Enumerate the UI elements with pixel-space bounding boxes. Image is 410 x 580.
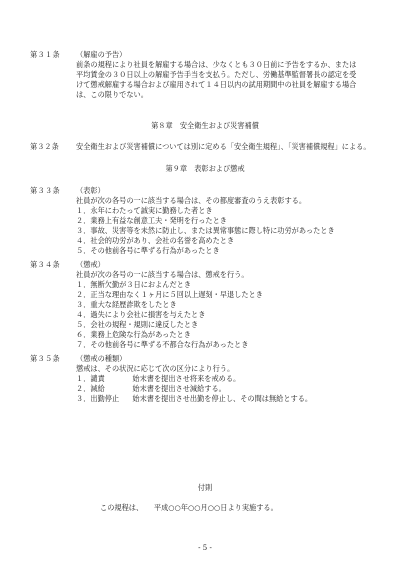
list-item (76, 394, 382, 404)
list-item: １．永年にわたって誠実に勤務した者とき (76, 206, 213, 215)
article-number: 第３４条 (30, 260, 60, 269)
supplementary-provisions-text: この規程は、 平成○○年○○月○○日より実施する。 (100, 503, 278, 512)
article-intro: 社員が次の各号の一に該当する場合は、懲戒を行う。 (76, 270, 249, 279)
list-item: １．無断欠勤が３日におよんだとき (76, 280, 192, 289)
article-title: （懲戒の種類） (76, 354, 127, 363)
article-body (76, 50, 382, 100)
article-intro: 社員が次の各号の一に該当する場合は、その都度審査のうえ表彰する。 (76, 196, 307, 205)
article-34 (30, 260, 382, 350)
article-number: 第３１条 (30, 50, 60, 59)
list-item (76, 384, 382, 394)
article-intro: 懲戒は、その状況に応じて次の区分により行う。 (76, 364, 235, 373)
list-item: ２．業務上有益な創意工夫・発明を行ったとき (76, 216, 227, 225)
article-31 (30, 50, 382, 100)
list-item: ６．業務上危険な行為があったとき (76, 330, 191, 339)
item-number: ３． (76, 394, 91, 403)
article-number: 第３５条 (30, 354, 60, 363)
item-number: ２． (76, 384, 91, 393)
article-line: 平均賃金の３０日以上の解雇予告手当を支払う。ただし、労働基準監督署長の認定を受 (76, 70, 357, 79)
supplementary-provisions-heading: 付則 (197, 483, 213, 492)
item-term: 譴責 (90, 374, 105, 383)
article-title: （解雇の予告） (76, 50, 127, 59)
article-body (76, 260, 382, 350)
list-item: ４．社会的功労があり、会社の名誉を高めたとき (76, 236, 235, 245)
page-number: - 5 - (198, 544, 212, 552)
item-description: 始末書を提出させ将来を戒める。 (132, 374, 241, 383)
item-term: 減給 (90, 384, 105, 393)
article-line: 前条の規程により社員を解雇する場合は、少なくとも３０日前に予告をするか、または (76, 60, 357, 69)
list-item: ３．重大な経歴詐欺をしたとき (76, 300, 177, 309)
article-32 (30, 142, 371, 152)
item-description: 始末書を提出させ出勤を停止し、その間は無給とする。 (132, 394, 313, 403)
article-body (76, 186, 382, 256)
article-title: （表彰） (76, 186, 105, 195)
list-item: ４．過失により会社に損害を与えたとき (76, 310, 206, 319)
article-text: 安全衛生および災害補償については別に定める「安全衛生規程」、「災害補償規程」による。 (76, 142, 371, 151)
article-number: 第３３条 (30, 186, 60, 195)
item-number: １． (76, 374, 91, 383)
item-term: 出勤停止 (90, 394, 120, 403)
list-item: ５．会社の規程・規則に違反したとき (76, 320, 199, 329)
article-35 (30, 354, 382, 404)
article-title: （懲戒） (76, 260, 105, 269)
chapter-9-heading: 第９章 表彰および懲戒 (165, 164, 245, 173)
article-line: けて懲戒解雇する場合および雇用されて１４日以内の試用期間中の社員を解雇する場合 (76, 80, 357, 89)
list-item: ５．その他前各号に準ずる行為があったとき (76, 246, 220, 255)
item-description: 始末書を提出させ減給する。 (132, 384, 226, 393)
list-item: ３．事故、災害等を未然に防止し、または異常事態に際し特に功労があったとき (76, 226, 335, 235)
article-body (76, 354, 382, 404)
chapter-8-heading: 第８章 安全衛生および災害補償 (151, 121, 259, 130)
list-item: ７．その他前各号に準ずる不都合な行為があったとき (76, 340, 249, 349)
list-item (76, 374, 382, 384)
article-number: 第３２条 (30, 142, 59, 151)
article-33 (30, 186, 382, 256)
article-line: は、この限りでない。 (76, 90, 148, 99)
list-item: ２．正当な理由なく１ヶ月に５回以上遅刻・早退したとき (76, 290, 263, 299)
